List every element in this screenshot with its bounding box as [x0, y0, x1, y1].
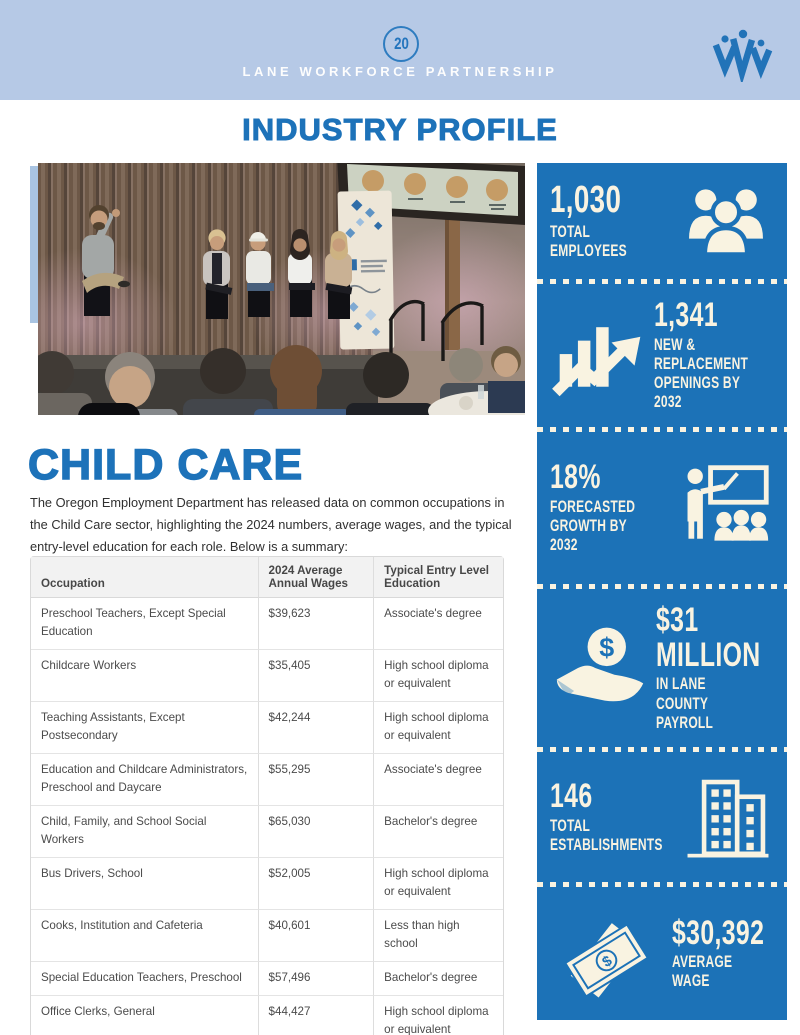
stat-average-wage [537, 887, 787, 1020]
table-row [31, 649, 503, 701]
education-cell: Associate's degree [373, 753, 503, 805]
education-cell: Associate's degree [373, 598, 503, 649]
education-cell: High school diploma or equivalent [373, 995, 503, 1035]
stat-value: $30,392 [672, 913, 765, 952]
stat-label: IN LANE COUNTY PAYROLL [656, 675, 714, 732]
stat-payroll [537, 589, 787, 747]
occupation-cell: Child, Family, and School Social Workers [31, 805, 258, 857]
wages-cell: $42,244 [258, 701, 374, 753]
table-header-row [31, 557, 503, 598]
table-row [31, 961, 503, 995]
table-row [31, 995, 503, 1035]
wages-cell: $52,005 [258, 857, 374, 909]
occupation-cell: Teaching Assistants, Except Postsecondary [31, 701, 258, 753]
page-header [0, 0, 800, 100]
growth-arrow-chart-icon [550, 308, 650, 404]
stat-openings [537, 284, 787, 427]
buildings-icon [682, 767, 774, 867]
svg-text:$: $ [599, 952, 616, 971]
col-wages: 2024 Average Annual Wages [258, 557, 374, 598]
col-education: Typical Entry Level Education [373, 557, 503, 598]
cash-bills-icon [550, 900, 668, 1008]
occupation-cell: Childcare Workers [31, 649, 258, 701]
table-row [31, 701, 503, 753]
hand-holding-dollar-icon [550, 620, 652, 716]
stat-value: 1,030 [550, 179, 622, 221]
education-cell: Bachelor's degree [373, 961, 503, 995]
event-photo-illustration [38, 163, 525, 415]
people-group-icon [678, 177, 774, 265]
education-cell: Less than high school [373, 909, 503, 961]
stat-value: 1,341 [654, 296, 718, 335]
intro-paragraph: The Oregon Employment Department has released data on common occupations in the Child Care sector, highlighting the 2024 numbers, average wages, and the typical entry-level education for each role. Below is a summary: [30, 495, 512, 554]
table-row [31, 857, 503, 909]
wages-cell: $65,030 [258, 805, 374, 857]
org-name: LANE WORKFORCE PARTNERSHIP [242, 64, 558, 79]
wages-cell: $55,295 [258, 753, 374, 805]
section-heading: CHILD CARE [28, 441, 304, 489]
wages-cell: $57,496 [258, 961, 374, 995]
occupation-cell: Preschool Teachers, Except Special Education [41, 607, 226, 638]
wages-cell: $35,405 [258, 649, 374, 701]
stat-value: $31 MILLION [656, 601, 761, 674]
stat-total-employees [537, 163, 787, 279]
wages-cell: $44,427 [258, 995, 374, 1035]
occupation-cell: Cooks, Institution and Cafeteria [31, 909, 258, 961]
stat-value: 18% [550, 458, 601, 497]
stats-sidebar [537, 163, 787, 1020]
table-row [31, 805, 503, 857]
col-occupation: Occupation [31, 557, 258, 598]
stat-label: TOTAL EMPLOYEES [550, 222, 627, 260]
stat-label: FORECASTED GROWTH BY 2032 [550, 498, 636, 555]
lane-workforce-logo-icon [710, 28, 774, 82]
event-photo [38, 163, 525, 415]
wages-cell: $40,601 [258, 909, 374, 961]
stat-growth [537, 432, 787, 584]
occupation-cell: Office Clerks, General [31, 995, 258, 1035]
occupation-cell: Special Education Teachers, Preschool [31, 961, 258, 995]
table-row [31, 909, 503, 961]
table-row [31, 598, 503, 649]
stat-label: TOTAL ESTABLISHMENTS [550, 816, 663, 854]
page-title: INDUSTRY PROFILE [242, 112, 558, 147]
wages-cell: $39,623 [258, 598, 374, 649]
occupations-table [30, 556, 504, 1035]
education-cell: High school diploma or equivalent [373, 649, 503, 701]
occupation-cell: Education and Childcare Administrators, Preschool and Daycare [31, 753, 258, 805]
svg-text:$: $ [599, 632, 615, 663]
stat-value: 146 [550, 777, 593, 816]
occupation-cell: Bus Drivers, School [31, 857, 258, 909]
page-number-badge [383, 26, 419, 62]
education-cell: High school diploma or equivalent [373, 701, 503, 753]
instructor-classroom-icon [674, 460, 774, 556]
photo-accent-strip [30, 166, 38, 323]
education-cell: Bachelor's degree [373, 805, 503, 857]
education-cell: High school diploma or equivalent [373, 857, 503, 909]
stat-label: NEW & REPLACEMENT OPENINGS BY 2032 [654, 336, 749, 412]
table-row [31, 753, 503, 805]
stat-label: AVERAGE WAGE [672, 953, 733, 991]
stat-establishments [537, 752, 787, 882]
page-number: 20 [393, 34, 409, 53]
